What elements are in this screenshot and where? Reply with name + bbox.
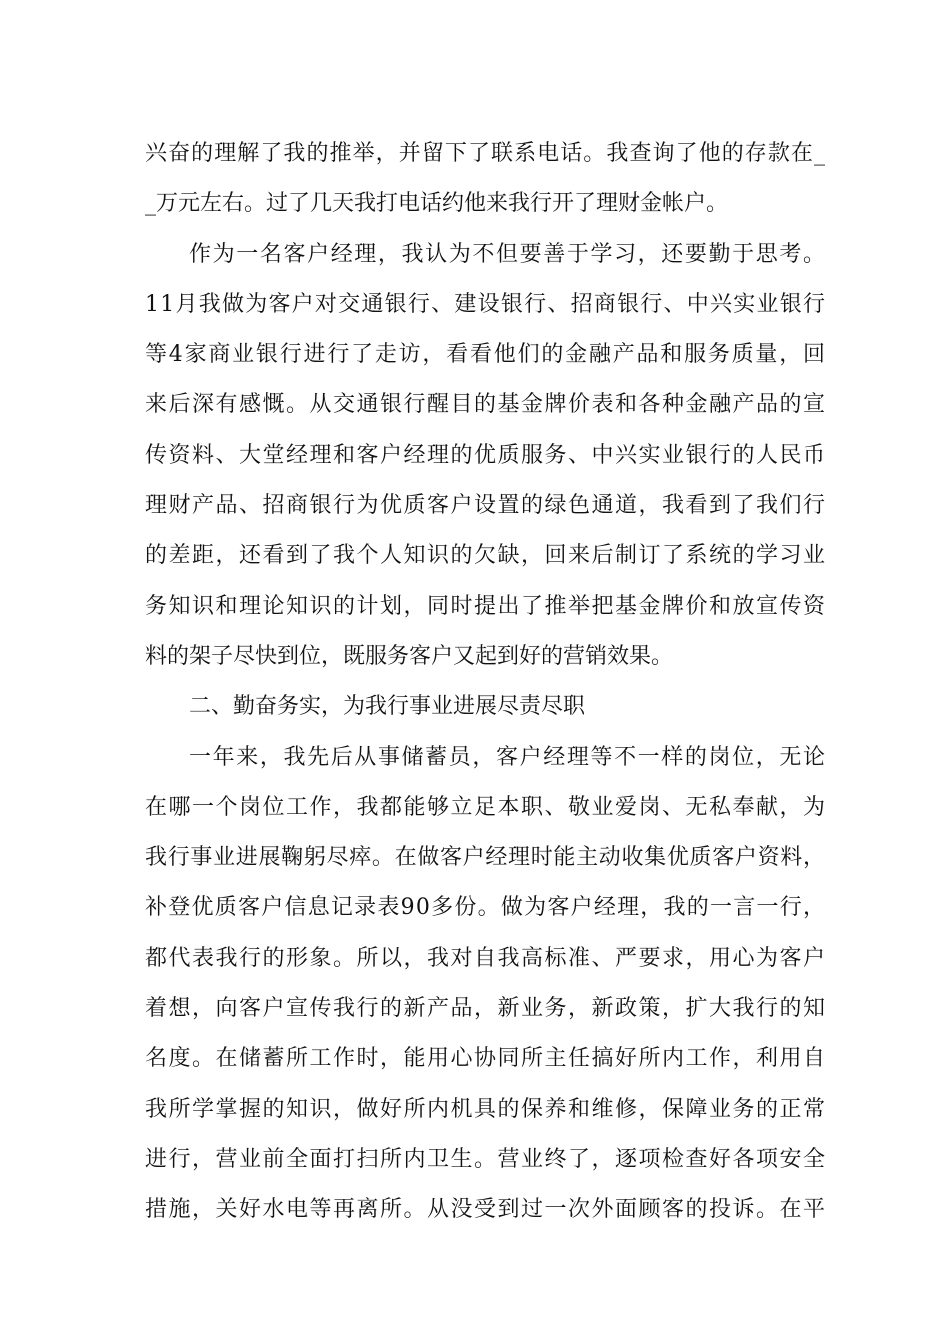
text-line: 来后深有感慨。从交通银行醒目的基金牌价表和各种金融产品的宣 [145,392,827,418]
text-line: _万元左右。过了几天我打电话约他来我行开了理财金帐户。 [145,191,729,217]
text-line: 传资料、大堂经理和客户经理的优质服务、中兴实业银行的人民币 [145,442,827,468]
text-line: 等4家商业银行进行了走访，看看他们的金融产品和服务质量，回 [145,342,827,368]
text-line: 在哪一个岗位工作，我都能够立足本职、敬业爱岗、无私奉献，为 [145,794,827,820]
text-line: 务知识和理论知识的计划，同时提出了推举把基金牌价和放宣传资 [145,593,827,619]
text-line: 一年来，我先后从事储蓄员，客户经理等不一样的岗位，无论 [189,744,827,770]
text-line: 作为一名客户经理，我认为不但要善于学习，还要勤于思考。 [189,241,827,267]
text-line: 料的架子尽快到位，既服务客户又起到好的营销效果。 [145,643,674,669]
text-line: 的差距，还看到了我个人知识的欠缺，回来后制订了系统的学习业 [145,543,827,569]
text-line: 兴奋的理解了我的推举，并留下了联系电话。我查询了他的存款在_ [145,141,827,166]
text-line: 名度。在储蓄所工作时，能用心协同所主任搞好所内工作，利用自 [145,1046,827,1072]
text-line: 都代表我行的形象。所以，我对自我高标准、严要求，用心为客户 [145,945,827,971]
text-line: 进行，营业前全面打扫所内卫生。营业终了，逐项检查好各项安全 [145,1146,827,1172]
text-line: 理财产品、招商银行为优质客户设置的绿色通道，我看到了我们行 [145,493,827,519]
text-line: 措施，关好水电等再离所。从没受到过一次外面顾客的投诉。在平 [145,1197,827,1223]
text-line: 我行事业进展鞠躬尽瘁。在做客户经理时能主动收集优质客户资料， [145,845,826,871]
text-line: 二、勤奋务实，为我行事业进展尽责尽职 [189,694,586,720]
text-line: 补登优质客户信息记录表90多份。做为客户经理，我的一言一行， [145,895,827,921]
text-line: 着想，向客户宣传我行的新产品，新业务，新政策，扩大我行的知 [145,996,827,1022]
document-body [145,129,825,1236]
text-line: 我所学掌握的知识，做好所内机具的保养和维修，保障业务的正常 [145,1096,827,1122]
text-line: 11月我做为客户对交通银行、建设银行、招商银行、中兴实业银行 [145,291,827,317]
